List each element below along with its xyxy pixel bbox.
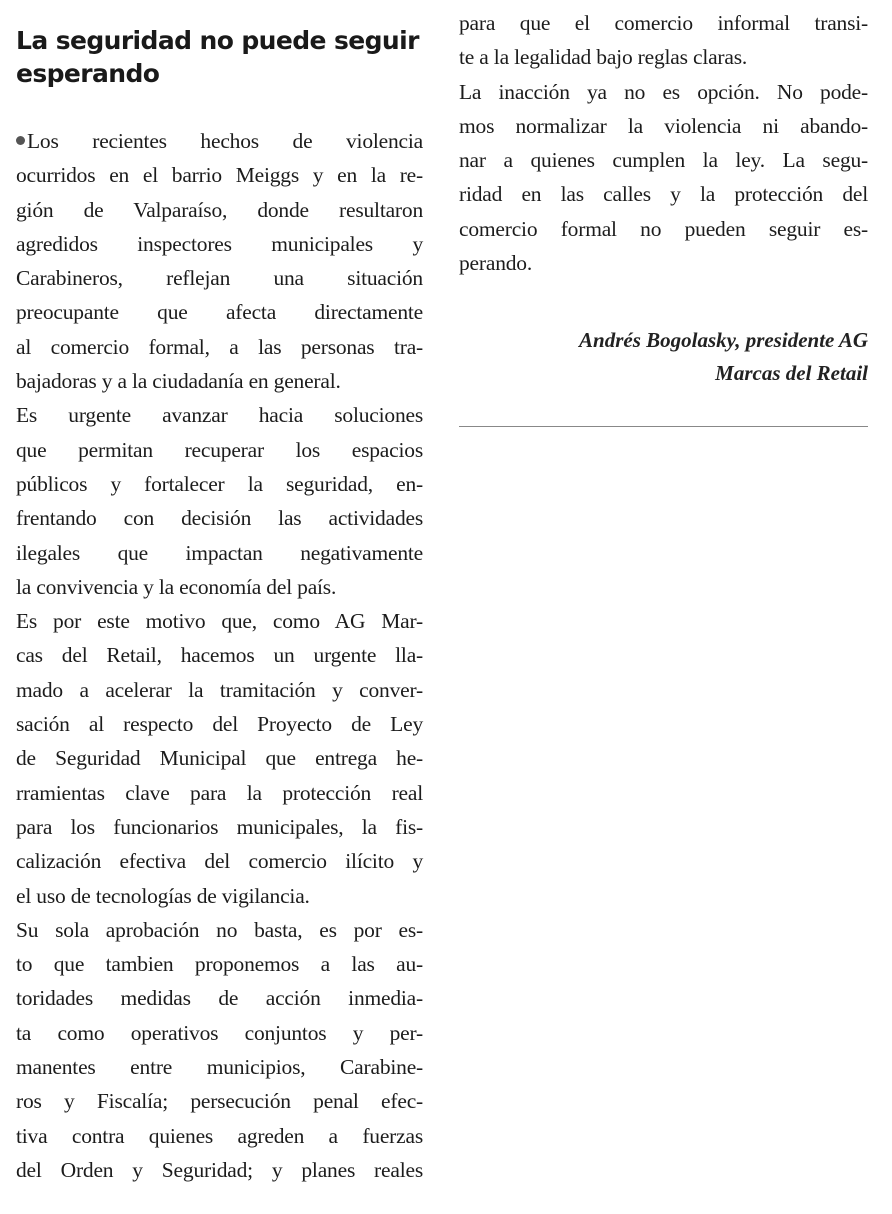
text-line: calización efectiva del comercio ilícito y (16, 849, 423, 874)
right-column (459, 0, 868, 427)
author-signature (459, 324, 868, 390)
body-text-left (16, 124, 423, 1187)
text-line: to que tambien proponemos a las au- (16, 952, 423, 977)
signature-line: Marcas del Retail (715, 361, 868, 386)
text-line: de Seguridad Municipal que entrega he- (16, 746, 423, 771)
text-line: Carabineros, reflejan una situación (16, 266, 423, 291)
text-line (16, 124, 423, 158)
text-line: públicos y fortalecer la seguridad, en- (16, 471, 423, 496)
text-line: del Orden y Seguridad; y planes reales (16, 1157, 423, 1182)
text-line: para que el comercio informal transi- (459, 11, 868, 35)
text-line: ta como operativos conjuntos y per- (16, 1020, 423, 1045)
text-line: ilegales que impactan negativamente (16, 540, 423, 565)
text-line: frentando con decisión las actividades (16, 506, 423, 531)
text-line: preocupante que afecta directamente (16, 300, 423, 325)
text-line: toridades medidas de acción inmedia- (16, 986, 423, 1011)
text-line: ridad en las calles y la protección del (459, 182, 868, 207)
text-line: ros y Fiscalía; persecución penal efec- (16, 1089, 423, 1114)
headline-line: esperando (16, 59, 160, 88)
text-line: te a la legalidad bajo reglas claras. (459, 45, 748, 70)
text-line: tiva contra quienes agreden a fuerzas (16, 1123, 423, 1148)
text-line: Es por este motivo que, como AG Mar- (16, 609, 423, 634)
divider (459, 426, 868, 427)
text-line: gión de Valparaíso, donde resultaron (16, 197, 423, 222)
text-line: el uso de tecnologías de vigilancia. (16, 883, 310, 908)
text-line: mos normalizar la violencia ni abando- (459, 113, 868, 138)
bullet-icon (16, 136, 25, 145)
headline-line: La seguridad no puede seguir (16, 26, 419, 55)
body-text-right (459, 6, 868, 280)
headline (16, 24, 423, 90)
text-line: rramientas clave para la protección real (16, 780, 423, 805)
text-line: que permitan recuperar los espacios (16, 437, 423, 462)
text-line: comercio formal no pueden seguir es- (459, 216, 868, 241)
text-line: bajadoras y a la ciudadanía en general. (16, 369, 341, 394)
text-line: nar a quienes cumplen la ley. La segu- (459, 148, 868, 173)
text-line: para los funcionarios municipales, la fis- (16, 814, 423, 839)
text-line: perando. (459, 251, 533, 276)
text-line: La inacción ya no es opción. No pode- (459, 79, 868, 104)
left-column (16, 0, 423, 1187)
text-line-content: Los recientes hechos de violencia (27, 129, 423, 153)
signature-line: Andrés Bogolasky, presidente AG (579, 328, 868, 353)
text-line: cas del Retail, hacemos un urgente lla- (16, 643, 423, 668)
text-line: al comercio formal, a las personas tra- (16, 334, 423, 359)
text-line: manentes entre municipios, Carabine- (16, 1055, 423, 1080)
text-line: ocurridos en el barrio Meiggs y en la re- (16, 163, 423, 188)
text-line: la convivencia y la economía del país. (16, 574, 337, 599)
text-line: agredidos inspectores municipales y (16, 231, 423, 256)
text-line: mado a acelerar la tramitación y conver- (16, 677, 423, 702)
text-line: Su sola aprobación no basta, es por es- (16, 917, 423, 942)
text-line: sación al respecto del Proyecto de Ley (16, 712, 423, 737)
text-line: Es urgente avanzar hacia soluciones (16, 403, 423, 428)
